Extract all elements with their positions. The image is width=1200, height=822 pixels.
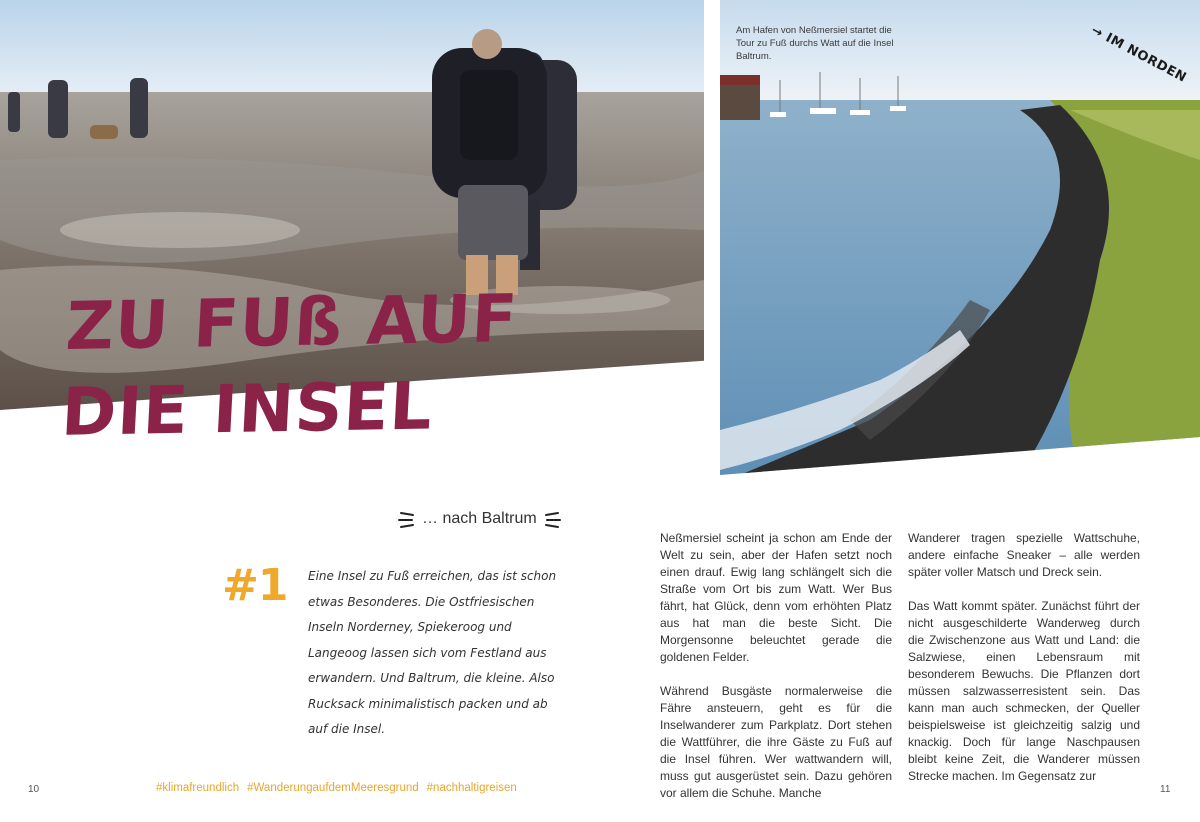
subheading-text: … nach Baltrum — [422, 510, 537, 527]
subheading — [398, 508, 561, 530]
hashtag: #WanderungaufdemMeeresgrund — [247, 782, 419, 794]
headline-line-2: DIE INSEL — [59, 367, 435, 451]
body-column-1 — [660, 530, 892, 802]
body-column-2 — [908, 530, 1140, 785]
dash-marks-left-icon — [398, 508, 416, 530]
hashtags — [156, 782, 517, 794]
headline-line-1: ZU FUß AUF — [64, 280, 520, 365]
intro-text: Eine Insel zu Fuß erreichen, das ist schon etwas Besonderes. Die Ostfriesischen Inseln Norderney, Spiekeroog und Langeoog lassen sich vom Festland aus erwandern. Und Baltrum, die kleine. Also Rucksack minimalistisch packen und ab auf die Insel. — [308, 569, 557, 736]
paragraph: Neßmersiel scheint ja schon am Ende der Welt zu sein, aber der Hafen setzt noch einen drauf. Ewig lang schlängelt sich die Straße vom Ort bis zum Watt. Wer Bus fährt, hat Glück, denn vom erhöhten Platz aus hat man die beste Sicht. Die Morgensonne beleuchtet gerade die goldenen Felder. — [660, 531, 892, 664]
headline — [59, 276, 520, 456]
paragraph: Das Watt kommt später. Zunächst führt der nicht ausgeschilderte Wanderweg durch die Zwischenzone aus Watt und Land: die Salzwiese, einen Lebensraum mit besonderem Bewuchs. Die Pflanzen dort müssen salzwasserresistent sein. Das kann man auch schmecken, der Queller beispielsweise ist gleichzeitig salzig und knackig. Doch für lange Naschpausen bleibt keine Zeit, die Wanderer müssen Strecke machen. Im Gegensatz zur — [908, 599, 1140, 783]
page-number-right: 11 — [1160, 784, 1171, 795]
hashtag: #klimafreundlich — [156, 782, 240, 794]
arrow-right-icon: → — [1088, 22, 1106, 42]
section-number: #1 — [222, 560, 288, 611]
paragraph: Während Busgäste normalerweise die Fähre ansteuern, geht es für die Inselwanderer zum Parkplatz. Dort stehen die Wattführer, die ihre Gäste zu Fuß auf die Insel führen. Wer wattwandern will, muss gut ausgerüstet sein. Dazu gehören vor allem die Schuhe. Manche — [660, 684, 892, 800]
page-number-left: 10 — [28, 784, 40, 795]
harbour-photo — [720, 0, 1200, 475]
harbour-illustration — [720, 0, 1200, 475]
dash-marks-right-icon — [543, 508, 561, 530]
photo-caption: Am Hafen von Neßmersiel startet die Tour zu Fuß durchs Watt auf die Insel Baltrum. — [736, 25, 894, 62]
section-label-text: IM NORDEN — [1102, 30, 1189, 86]
paragraph: Wanderer tragen spezielle Wattschuhe, andere einfache Sneaker – alle werden später voller Matsch und Dreck sein. — [908, 531, 1140, 579]
hashtag: #nachhaltigreisen — [426, 782, 517, 794]
